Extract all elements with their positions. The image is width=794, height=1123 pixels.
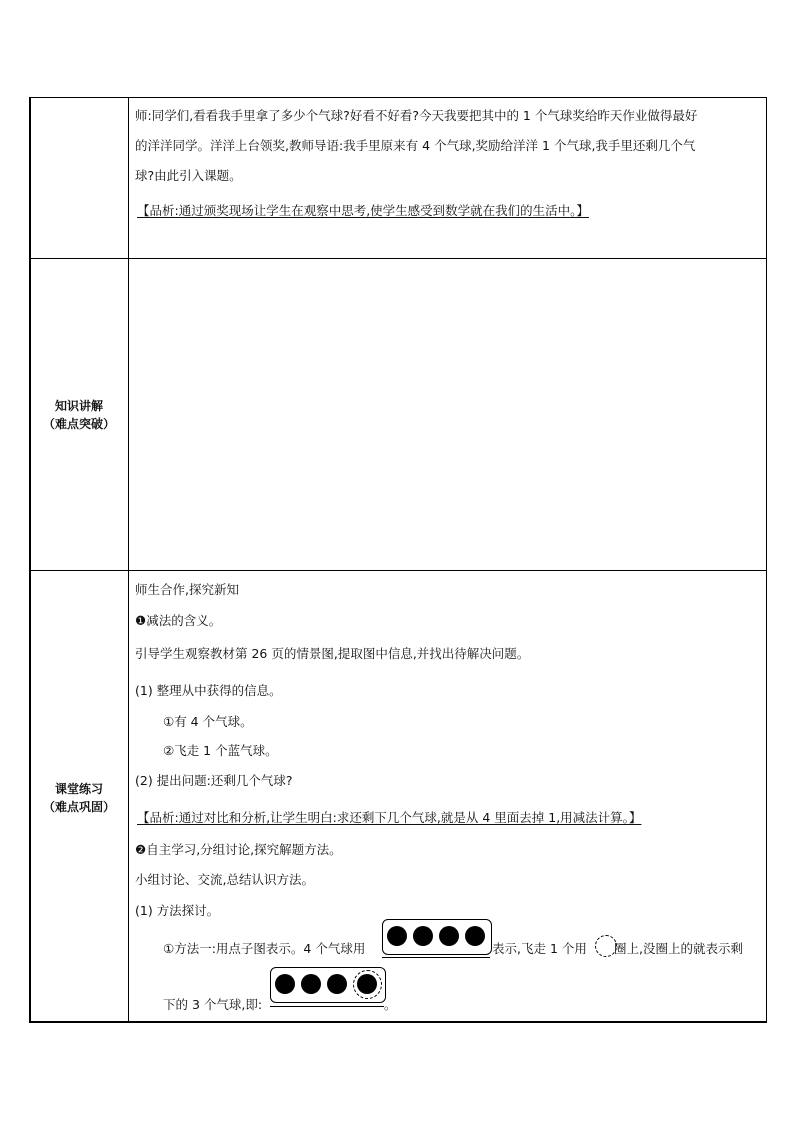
result-dots-underline	[270, 1006, 384, 1007]
method1-text-1: ①方法一:用点子图表示。4 个气球用	[163, 941, 366, 956]
result-dot-2	[301, 974, 321, 994]
dot-1	[387, 926, 407, 946]
practice-analysis: 【品析:通过对比和分析,让学生明白:求还剩下几个气球,就是从 4 里面去掉 1,用减法计算。】	[137, 810, 642, 825]
table-bottom-border	[29, 1021, 767, 1023]
practice-line-6: ②飞走 1 个蓝气球。	[163, 743, 278, 758]
intro-line-1: 师:同学们,看看我手里拿了多少个气球?好看不好看?今天我要把其中的 1 个气球奖给昨天作业做得最好	[135, 108, 698, 123]
table-top-border	[29, 97, 767, 98]
practice-line-3: 引导学生观察教材第 26 页的情景图,提取图中信息,并找出待解决问题。	[135, 646, 530, 661]
row-divider-1	[29, 258, 767, 259]
method1-text-3: 圈上,没圈上的就表示剩	[614, 941, 743, 956]
method1-text-5: 。	[384, 997, 397, 1012]
method1-text-4: 下的 3 个气球,即:	[163, 997, 263, 1012]
column-divider	[128, 97, 129, 1023]
intro-line-2: 的洋洋同学。洋洋上台领奖,教师导语:我手里原来有 4 个气球,奖励给洋洋 1 个气球,我手里还剩几个气	[135, 138, 696, 153]
practice-line-10: (1) 方法探讨。	[135, 903, 220, 918]
intro-line-3: 球?由此引入课题。	[135, 168, 242, 183]
intro-analysis: 【品析:通过颁奖现场让学生在观察中思考,使学生感受到数学就在我们的生活中。】	[137, 203, 589, 218]
result-dot-3	[327, 974, 347, 994]
result-dot-1	[275, 974, 295, 994]
method1-text-2: 表示,飞走 1 个用	[492, 941, 587, 956]
row-divider-2	[29, 570, 767, 571]
row-label-practice	[30, 780, 128, 816]
four-dots-underline	[382, 957, 490, 958]
result-dot-circle	[353, 970, 382, 999]
row-label-practice-sub: （难点巩固）	[42, 800, 115, 814]
dot-4	[465, 926, 485, 946]
practice-line-1: 师生合作,探究新知	[135, 582, 239, 597]
row-label-practice-title: 课堂练习	[54, 782, 103, 796]
practice-line-9: 小组讨论、交流,总结认识方法。	[135, 872, 314, 887]
practice-line-7: (2) 提出问题:还剩几个气球?	[135, 773, 293, 788]
practice-line-5: ①有 4 个气球。	[163, 714, 253, 729]
table-left-border	[29, 97, 31, 1023]
result-dots-box	[270, 967, 386, 1003]
four-dots-box	[382, 919, 492, 955]
row-label-knowledge	[30, 397, 128, 433]
practice-line-4: (1) 整理从中获得的信息。	[135, 683, 282, 698]
dot-2	[413, 926, 433, 946]
practice-line-8: ❷自主学习,分组讨论,探究解题方法。	[135, 842, 342, 857]
table-right-border	[766, 97, 767, 1023]
row-label-knowledge-sub: （难点突破）	[42, 417, 115, 431]
row-label-knowledge-title: 知识讲解	[54, 399, 103, 413]
dot-3	[439, 926, 459, 946]
practice-line-2: ❶减法的含义。	[135, 613, 222, 628]
